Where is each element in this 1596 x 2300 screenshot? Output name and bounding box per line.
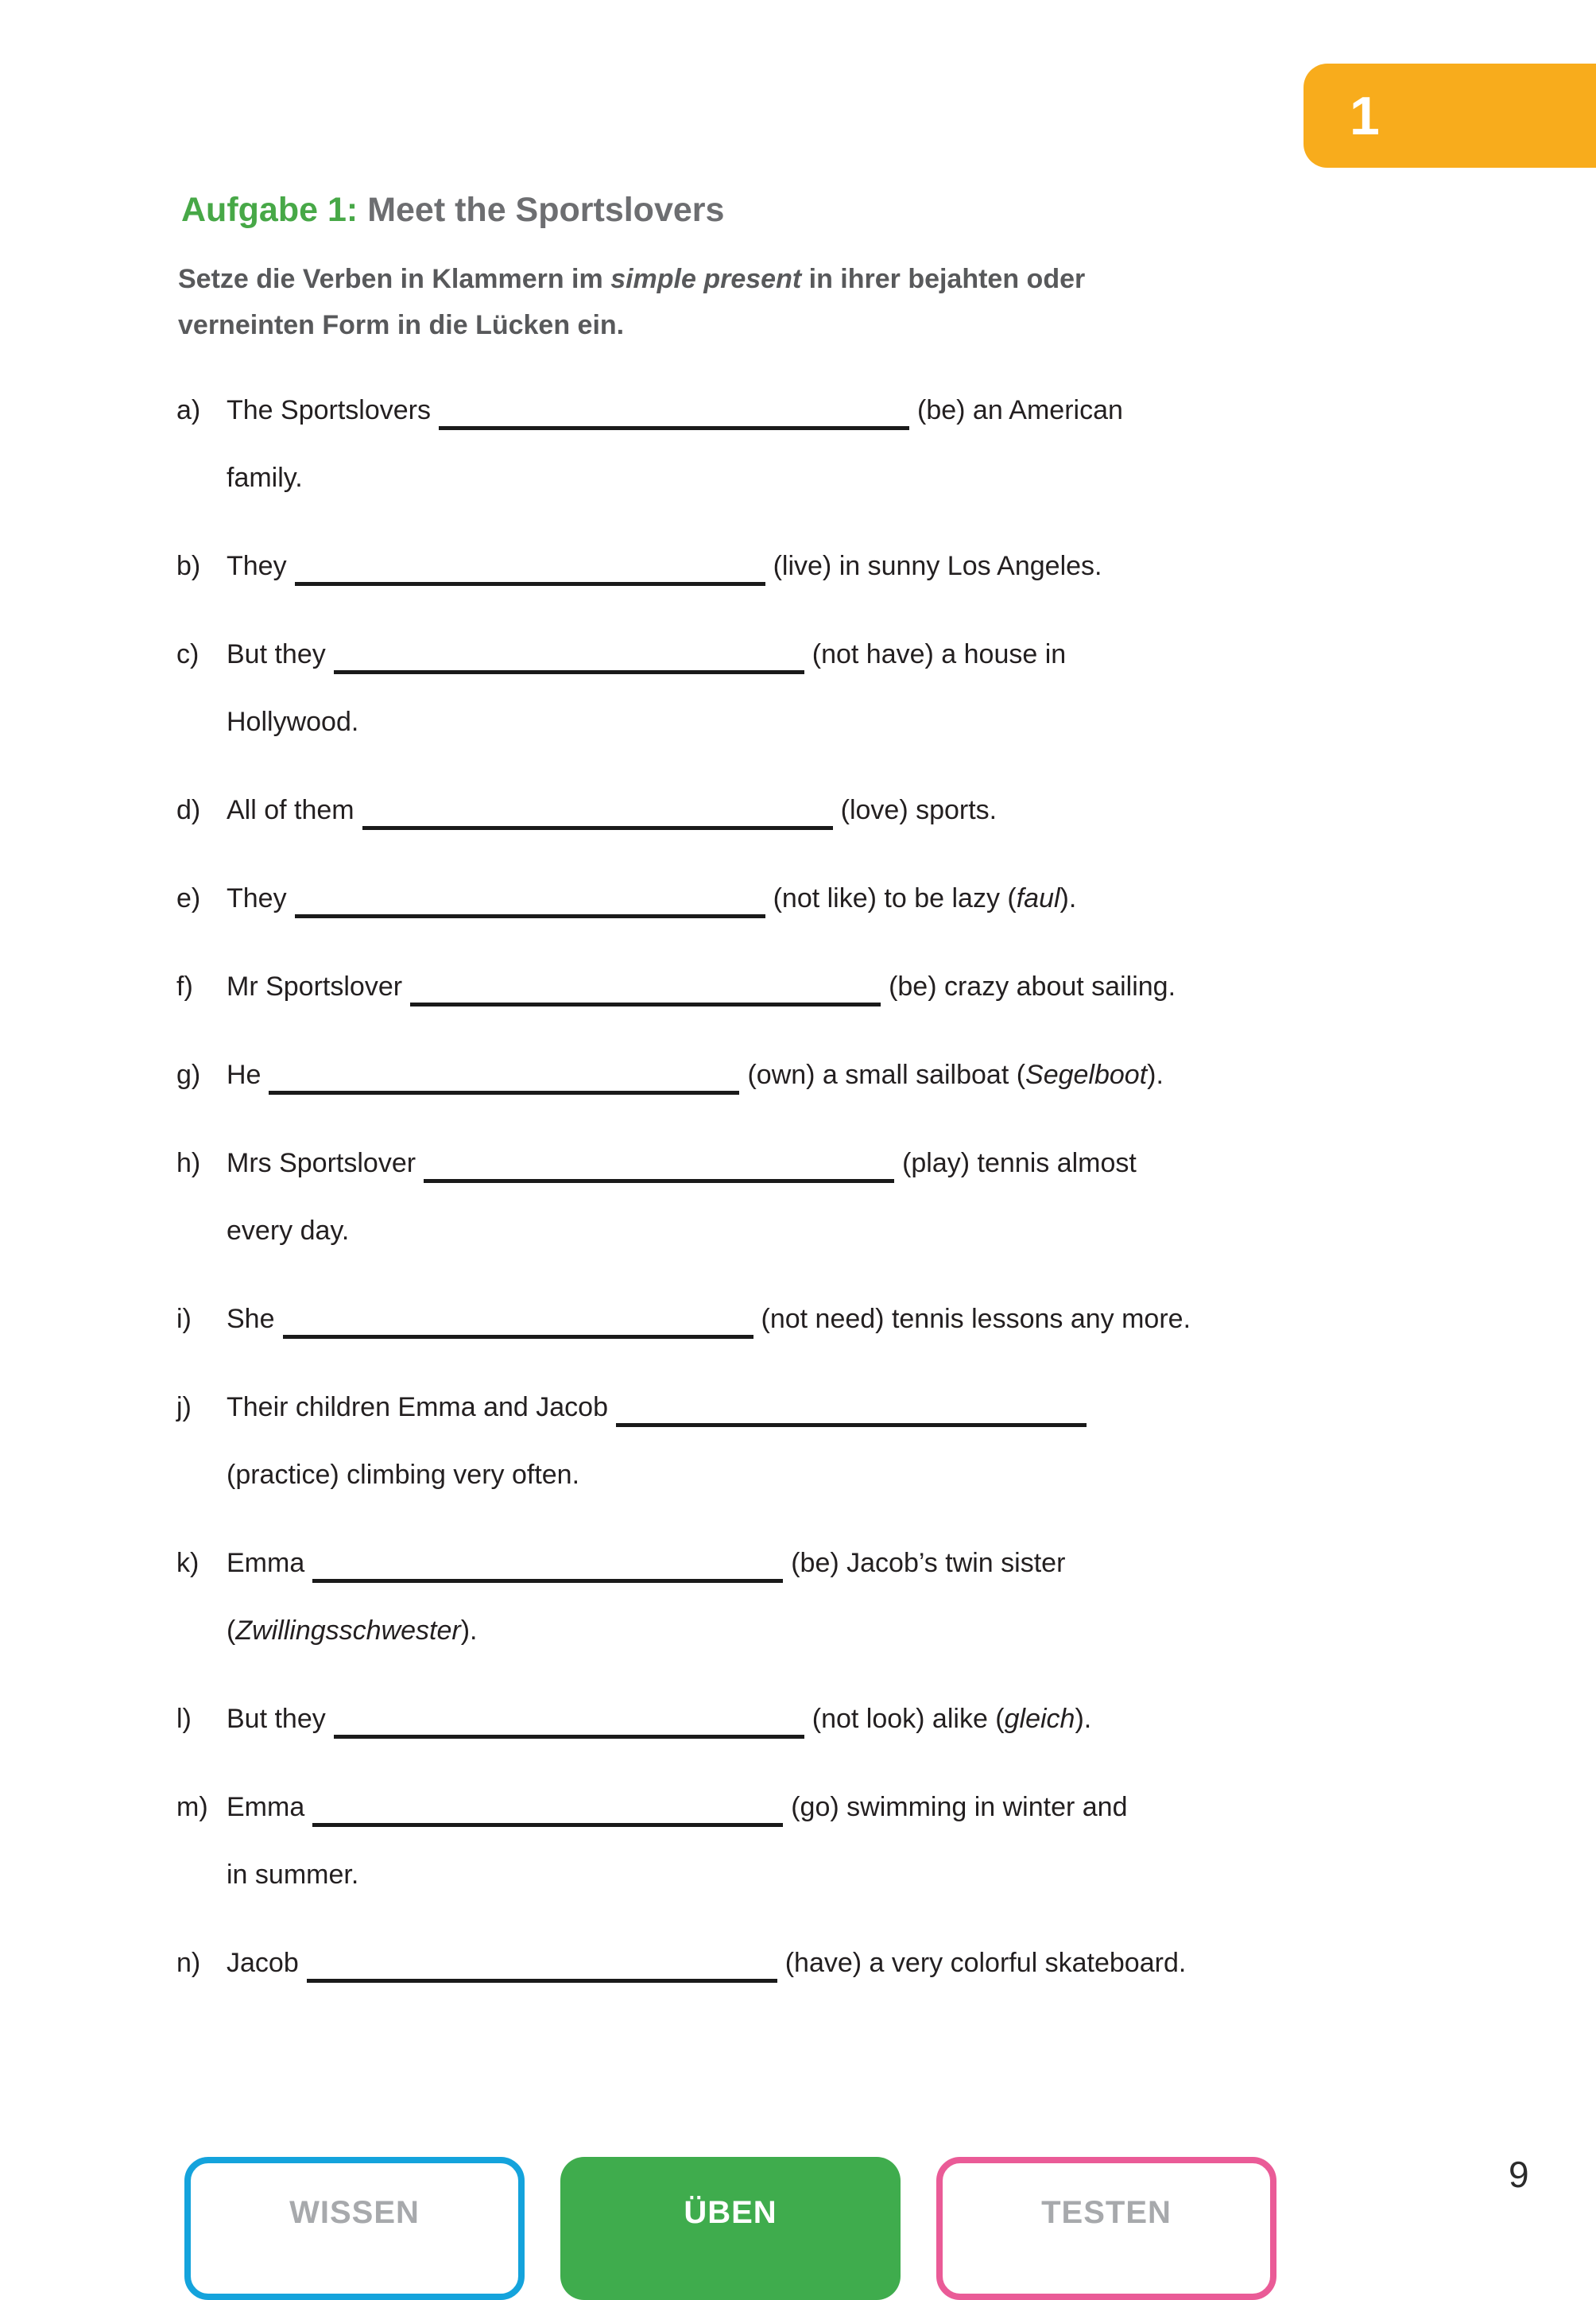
item-label: d) (176, 795, 201, 825)
exercise-item (176, 1286, 1416, 1353)
item-line (227, 1441, 1416, 1509)
item-line (227, 953, 1416, 1021)
item-line (227, 1374, 1416, 1441)
item-line (227, 1685, 1416, 1753)
item-line (227, 1286, 1416, 1353)
item-line (227, 377, 1416, 444)
page-number: 9 (1509, 2154, 1529, 2195)
item-line (227, 777, 1416, 844)
item-label: a) (176, 395, 201, 425)
item-text: Emma (227, 1792, 305, 1822)
exercise-item (176, 1374, 1416, 1509)
exercise-item (176, 1685, 1416, 1753)
item-text: Their children Emma and Jacob (227, 1392, 609, 1422)
answer-blank[interactable] (334, 635, 804, 674)
item-content (227, 1286, 1416, 1353)
item-label: i) (176, 1304, 192, 1334)
item-content (227, 865, 1416, 933)
exercise-item (176, 1930, 1416, 1997)
item-label: g) (176, 1060, 201, 1090)
item-content (227, 1774, 1416, 1909)
exercise-list (176, 377, 1416, 2018)
item-text: family. (227, 463, 303, 493)
item-text: (not like) to be lazy ( (773, 883, 1017, 913)
item-label: l) (176, 1704, 192, 1734)
item-text: Hollywood. (227, 707, 359, 737)
item-content (227, 1130, 1416, 1265)
item-content (227, 1930, 1416, 1997)
item-text: Jacob (227, 1948, 299, 1978)
item-line (227, 1130, 1416, 1197)
item-label: j) (176, 1392, 192, 1422)
exercise-item (176, 1774, 1416, 1909)
item-text: Mr Sportslover (227, 972, 403, 1002)
item-line (227, 621, 1416, 688)
answer-blank[interactable] (295, 547, 765, 586)
item-line (227, 1197, 1416, 1265)
item-label: k) (176, 1548, 200, 1578)
exercise-item (176, 377, 1416, 512)
item-text: She (227, 1304, 275, 1334)
tab-testen[interactable] (936, 2157, 1276, 2300)
item-text: (not look) alike ( (812, 1704, 1005, 1734)
item-line (227, 688, 1416, 756)
item-line (227, 1041, 1416, 1109)
item-label: f) (176, 972, 193, 1002)
item-label: c) (176, 639, 200, 669)
task-title: Meet the Sportslovers (367, 191, 725, 229)
exercise-item (176, 621, 1416, 756)
item-text: ). (1059, 883, 1077, 913)
item-text: in summer. (227, 1860, 359, 1890)
item-text: ). (1147, 1060, 1164, 1090)
tab-ueben[interactable] (560, 2157, 901, 2300)
chapter-number: 1 (1350, 85, 1380, 146)
item-text: every day. (227, 1216, 350, 1246)
exercise-item (176, 1130, 1416, 1265)
instruction-line-2: verneinten Form in die Lücken ein. (178, 310, 625, 340)
item-text: (be) crazy about sailing. (889, 972, 1176, 1002)
instruction-italic-term: simple present (610, 264, 802, 294)
task-instruction (178, 256, 1085, 348)
answer-blank[interactable] (410, 968, 881, 1006)
item-text: (not have) a house in (812, 639, 1067, 669)
item-text: Emma (227, 1548, 305, 1578)
tab-wissen[interactable] (184, 2157, 525, 2300)
answer-blank[interactable] (616, 1388, 1087, 1427)
item-line (227, 1597, 1416, 1665)
chapter-tab (1304, 64, 1596, 168)
item-text-italic: Segelboot (1025, 1060, 1148, 1090)
exercise-item (176, 1041, 1416, 1109)
item-text: (play) tennis almost (902, 1148, 1137, 1178)
answer-blank[interactable] (312, 1544, 783, 1583)
answer-blank[interactable] (362, 791, 833, 830)
item-text: (have) a very colorful skateboard. (784, 1948, 1187, 1978)
exercise-item (176, 1530, 1416, 1665)
item-text: All of them (227, 795, 354, 825)
item-text-italic: gleich (1004, 1704, 1075, 1734)
item-content (227, 777, 1416, 844)
item-label: m) (176, 1792, 208, 1822)
item-text: (not need) tennis lessons any more. (761, 1304, 1191, 1334)
item-content (227, 1041, 1416, 1109)
item-line (227, 533, 1416, 600)
answer-blank[interactable] (283, 1300, 753, 1339)
item-content (227, 1685, 1416, 1753)
exercise-item (176, 865, 1416, 933)
item-label: b) (176, 551, 201, 581)
answer-blank[interactable] (269, 1056, 739, 1095)
instruction-line-1: Setze die Verben in Klammern im simple present in ihrer bejahten oder (178, 264, 1086, 294)
item-text: But they (227, 1704, 326, 1734)
answer-blank[interactable] (312, 1788, 783, 1827)
item-content (227, 533, 1416, 600)
item-label: h) (176, 1148, 201, 1178)
item-text: ). (1075, 1704, 1092, 1734)
item-text: (go) swimming in winter and (791, 1792, 1128, 1822)
item-text: But they (227, 639, 326, 669)
item-content (227, 621, 1416, 756)
tab-label: ÜBEN (684, 2195, 777, 2230)
item-text: They (227, 883, 287, 913)
tab-label: TESTEN (1041, 2195, 1172, 2230)
item-line (227, 1841, 1416, 1909)
item-content (227, 953, 1416, 1021)
item-text: (be) an American (917, 395, 1123, 425)
exercise-item (176, 777, 1416, 844)
item-text: (love) sports. (840, 795, 998, 825)
item-line (227, 1774, 1416, 1841)
item-content (227, 1530, 1416, 1665)
answer-blank[interactable] (424, 1144, 894, 1183)
tab-label: WISSEN (289, 2195, 420, 2230)
item-text: Mrs Sportslover (227, 1148, 416, 1178)
item-text: ( (227, 1615, 236, 1646)
page-title (181, 191, 724, 230)
item-text: (practice) climbing very often. (227, 1460, 580, 1490)
item-content (227, 1374, 1416, 1509)
item-text: He (227, 1060, 261, 1090)
item-content (227, 377, 1416, 512)
item-text: (be) Jacob’s twin sister (791, 1548, 1066, 1578)
item-label: e) (176, 883, 201, 913)
answer-blank[interactable] (295, 879, 765, 918)
footer-tabs (184, 2157, 1276, 2300)
answer-blank[interactable] (439, 391, 909, 430)
item-text: The Sportslovers (227, 395, 431, 425)
item-text: (live) in sunny Los Angeles. (773, 551, 1102, 581)
item-text: (own) a small sailboat ( (747, 1060, 1026, 1090)
item-line (227, 865, 1416, 933)
item-text-italic: Zwillingsschwester (235, 1615, 461, 1646)
item-text: They (227, 551, 287, 581)
item-label: n) (176, 1948, 201, 1978)
answer-blank[interactable] (334, 1700, 804, 1739)
item-line (227, 1930, 1416, 1997)
exercise-item (176, 533, 1416, 600)
answer-blank[interactable] (307, 1944, 777, 1983)
exercise-item (176, 953, 1416, 1021)
item-text-italic: faul (1016, 883, 1060, 913)
item-line (227, 444, 1416, 512)
item-line (227, 1530, 1416, 1597)
item-text: ). (460, 1615, 478, 1646)
task-number-label: Aufgabe 1: (181, 191, 358, 229)
